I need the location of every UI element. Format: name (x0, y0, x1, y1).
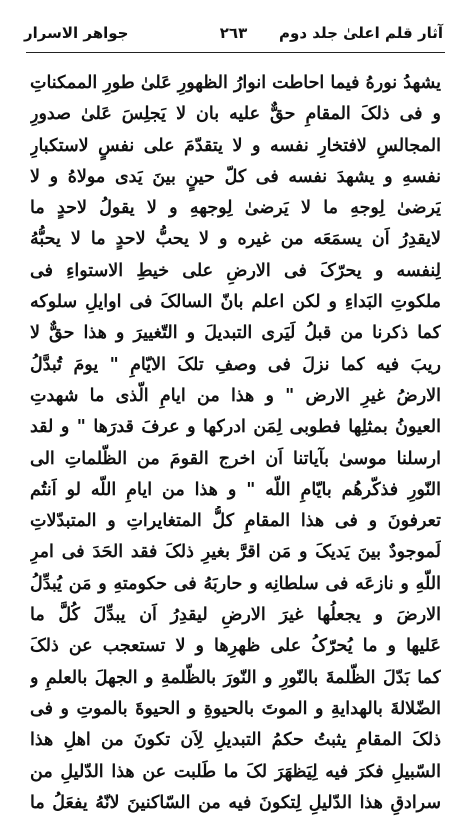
text-line: و فی ذلکَ المقامِ حقٌّ عليه بان لا يَجلِسَ عَلیٰ صدورِ (30, 104, 441, 125)
text-line: کما بَدّلَ الظّلمةَ بالنّورِ و النّورَ بالظّلمةِ و الجهلَ بالعلمِ و (30, 667, 441, 688)
header-rule (26, 52, 445, 53)
text-line: سرادقِ هذا الدّليلِ لِتکونَ فيه من السّاکنينَ لانّهُ يفعَلُ ما (30, 792, 441, 813)
text-line: العيونُ بمثلِها فطوبی لِمَن ادرکها و عرفَ قدرَها " و لقد (30, 417, 441, 438)
text-line: ارسلنا موسیٰ بآياتنا اَن اخرج القومَ من الظّلماتِ الی (30, 448, 441, 469)
text-line: تعرفونَ و فی هذا المقامِ کلُّ المتغايراتِ و المتبدّلاتِ (30, 511, 441, 532)
body-text (30, 68, 441, 819)
text-line: اللّهِ و نازعَه فی سلطانِه و حاربَهُ فی حکومتهِ و مَن يُبدِّلُ (30, 573, 441, 594)
text-line: الارضَ و يجعلُها غيرَ الارضِ ليقدِرُ اَن يبدِّلَ کُلَّ ما (30, 605, 441, 626)
text-line: لَموجودٌ بينَ يَديکَ و مَن اقرَّ بغيرِ ذلکَ فقد الحَدَ فی امرِ (30, 542, 441, 563)
text-line: ريبَ فيه کما نزلَ فی وصفِ تلکَ الايّامِ " يومَ تُبدَّلُ (30, 354, 441, 375)
text-line: نفسهِ و يشهدَ نفسه فی کلّ حينٍ بينَ يَدی مولاهُ و لا (30, 166, 441, 187)
text-line: يَرضیٰ لِوجهِ ما لا يَرضیٰ لِوجههِ و لا يقولُ لاحدٍ ما (30, 198, 441, 219)
page-number: ٢٦٣ (219, 24, 248, 42)
text-line: الضّلالةَ بالهدايةِ و الموتَ بالحيوةِ و الحيوةَ بالموتِ و فی (30, 698, 441, 719)
page-header (24, 22, 443, 48)
text-line: ملکوتِ البَداءِ و لکن اعلم بانّ السالکَ فی اوايلِ سلوکه (30, 292, 441, 313)
text-line: المجالسِ لافتخارِ نفسه و لا يتقدّمَ علی نفسٍ لاستکبارِ (30, 135, 441, 156)
text-line: عَليها و ما يُحرّکُ علی ظهرِها و لا تستعجب عن ذلکَ (30, 636, 441, 657)
text-line: لِنفسه و يحرّکَ فی الارضِ علی خيطِ الاستواءِ فی (30, 260, 441, 281)
text-line: النّورِ فذکّرهُم بايّامِ اللّه " و هذا من ايامِ اللّه لو اَنتُم (30, 479, 441, 500)
section-title: جواهر الاسرار (24, 24, 129, 42)
text-line: يشهدُ نورهُ فيما احاطت انوارُ الظهورِ عَلىٰ طورِ الممكناتِ (30, 73, 441, 93)
book-title: آثار قلم اعلیٰ جلد دوم (279, 24, 443, 42)
text-line: لايقدِرُ اَن يسمَعَه من غيره و لا يحبُّ لاحدٍ ما لا يحبُّهُ (30, 229, 441, 250)
text-line: الارضُ غيرِ الارض " و هذا من ايامِ الّذی ما شهدتِ (30, 385, 441, 406)
text-line: السّبيلِ فکرَ فيه لِيَظهَرَ لکَ ما طَلبت عن هذا الدّليلِ من (30, 761, 441, 782)
text-line: کما ذکرنا من قبلُ لَيَری التبديلَ و التّغييرَ و هذا حقٌّ لا (30, 323, 441, 344)
text-line: ذلکَ المقامِ يثبتُ حکمُ التبديلِ لِاَن تکونَ من اهلِ هذا (30, 730, 441, 751)
